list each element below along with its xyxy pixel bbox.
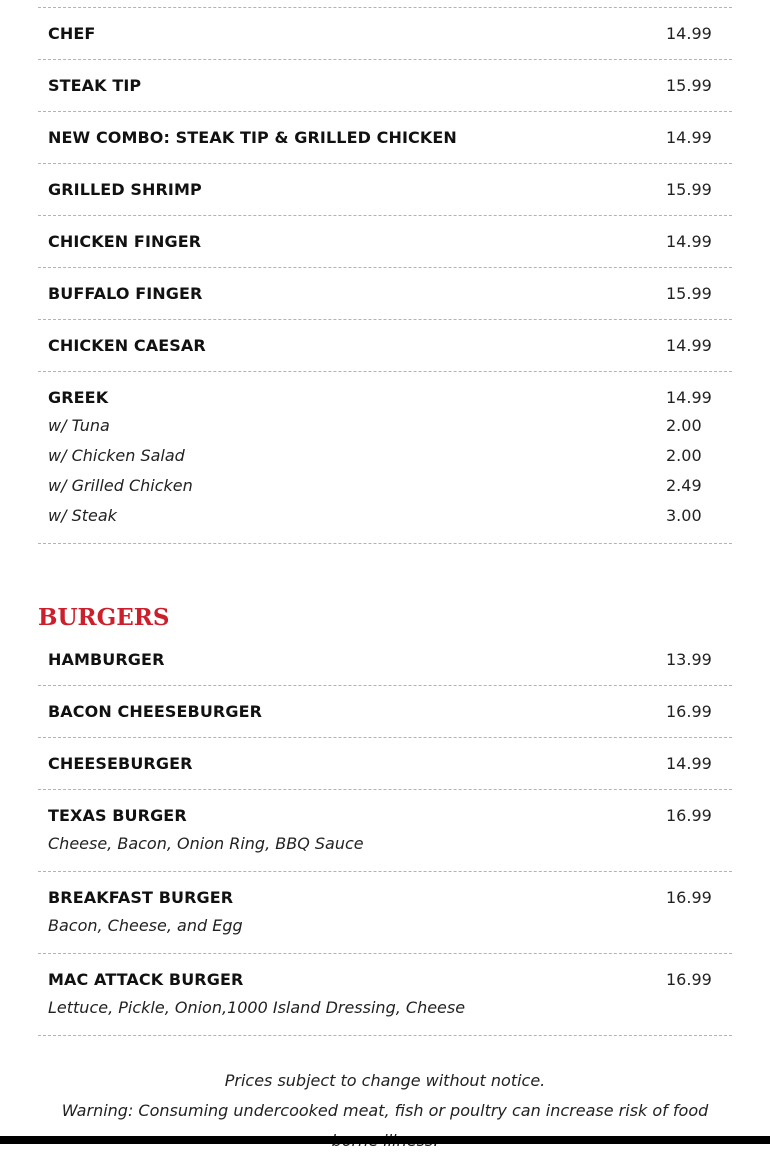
menu-item-bacon-cheeseburger bbox=[38, 686, 732, 738]
item-price: 14.99 bbox=[666, 127, 712, 147]
addon-name: w/ Chicken Salad bbox=[48, 445, 185, 465]
item-price: 13.99 bbox=[666, 649, 712, 669]
item-price: 16.99 bbox=[666, 805, 712, 825]
section-spacer bbox=[38, 544, 732, 596]
item-name: TEXAS BURGER bbox=[48, 805, 187, 825]
item-name: HAMBURGER bbox=[48, 649, 165, 669]
menu-item-texas-burger bbox=[38, 790, 732, 872]
item-price: 16.99 bbox=[666, 969, 712, 989]
item-price: 14.99 bbox=[666, 335, 712, 355]
item-price: 14.99 bbox=[666, 387, 712, 407]
menu-item-chef bbox=[38, 8, 732, 60]
addon-name: w/ Steak bbox=[48, 505, 117, 525]
divider bbox=[38, 0, 732, 8]
item-description: Lettuce, Pickle, Onion,1000 Island Dressing, Cheese bbox=[48, 998, 466, 1017]
item-price: 15.99 bbox=[666, 179, 712, 199]
item-name: BREAKFAST BURGER bbox=[48, 887, 234, 907]
menu-item-cheeseburger bbox=[38, 738, 732, 790]
menu-item-chicken-finger bbox=[38, 216, 732, 268]
notice-line-warning: Warning: Consuming undercooked meat, fish or poultry can increase risk of food bbox=[61, 1101, 709, 1120]
menu-item-mac-attack-burger bbox=[38, 954, 732, 1036]
item-price: 16.99 bbox=[666, 701, 712, 721]
menu-item-grilled-shrimp bbox=[38, 164, 732, 216]
item-name: CHEESEBURGER bbox=[48, 753, 193, 773]
addon-price: 3.00 bbox=[666, 505, 702, 525]
menu-item-greek bbox=[38, 372, 732, 544]
item-price: 15.99 bbox=[666, 75, 712, 95]
footer-bar bbox=[0, 1136, 770, 1144]
item-name: GREEK bbox=[48, 387, 109, 407]
addon-name: w/ Grilled Chicken bbox=[48, 475, 193, 495]
item-price: 16.99 bbox=[666, 887, 712, 907]
item-name: NEW COMBO: STEAK TIP & GRILLED CHICKEN bbox=[48, 127, 457, 147]
item-price: 15.99 bbox=[666, 283, 712, 303]
notice-line-prices: Prices subject to change without notice. bbox=[224, 1071, 546, 1090]
menu-item-buffalo-finger bbox=[38, 268, 732, 320]
menu-content bbox=[38, 0, 732, 1156]
addon-price: 2.00 bbox=[666, 445, 702, 465]
addon-row bbox=[48, 440, 732, 470]
item-name: BACON CHEESEBURGER bbox=[48, 701, 263, 721]
item-price: 14.99 bbox=[666, 23, 712, 43]
item-name: CHICKEN CAESAR bbox=[48, 335, 206, 355]
addon-row bbox=[48, 470, 732, 500]
item-description: Cheese, Bacon, Onion Ring, BBQ Sauce bbox=[48, 834, 364, 853]
menu-item-steak-tip bbox=[38, 60, 732, 112]
addon-price: 2.00 bbox=[666, 415, 702, 435]
menu-item-new-combo bbox=[38, 112, 732, 164]
item-price: 14.99 bbox=[666, 753, 712, 773]
item-description: Bacon, Cheese, and Egg bbox=[48, 916, 243, 935]
item-name: BUFFALO FINGER bbox=[48, 283, 203, 303]
menu-item-breakfast-burger bbox=[38, 872, 732, 954]
addon-row bbox=[48, 410, 732, 440]
addon-row bbox=[48, 500, 732, 530]
item-name: CHICKEN FINGER bbox=[48, 231, 202, 251]
section-title-burgers: BURGERS bbox=[38, 604, 170, 631]
item-name: STEAK TIP bbox=[48, 75, 142, 95]
addon-price: 2.49 bbox=[666, 475, 702, 495]
item-name: MAC ATTACK BURGER bbox=[48, 969, 244, 989]
menu-item-chicken-caesar bbox=[38, 320, 732, 372]
item-name: CHEF bbox=[48, 23, 96, 43]
menu-item-hamburger bbox=[38, 634, 732, 686]
item-price: 14.99 bbox=[666, 231, 712, 251]
addon-name: w/ Tuna bbox=[48, 415, 110, 435]
item-name: GRILLED SHRIMP bbox=[48, 179, 202, 199]
